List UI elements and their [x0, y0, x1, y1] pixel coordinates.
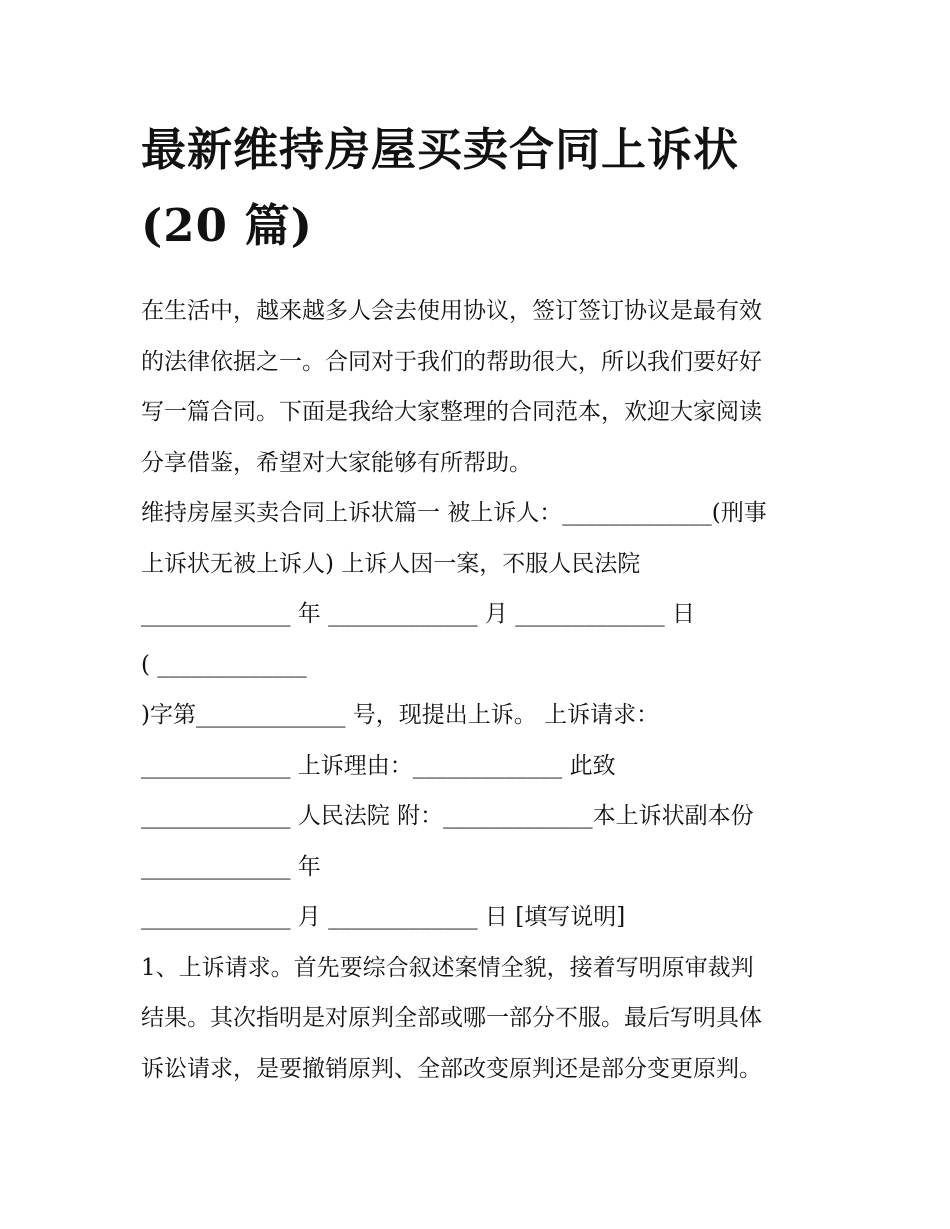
body-line: _____________ 月 _____________ 日 [填写说明] [141, 904, 626, 930]
body-line: 写一篇合同。下面是我给大家整理的合同范本，欢迎大家阅读 [141, 399, 762, 425]
body-line: ( _____________ [141, 651, 307, 678]
body-line: 上诉状无被上诉人) 上诉人因一案，不服人民法院 [141, 550, 641, 577]
document-body [141, 286, 821, 1094]
body-line: 的法律依据之一。合同对于我们的帮助很大，所以我们要好好 [141, 348, 762, 375]
body-line: 结果。其次指明是对原判全部或哪一部分不服。最后写明具体 [141, 1005, 762, 1031]
body-line: 在生活中，越来越多人会去使用协议，签订签订协议是最有效 [141, 298, 762, 324]
body-line: 维持房屋买卖合同上诉状篇一 被上诉人：_____________(刑事 [141, 500, 767, 526]
body-line: _____________ 人民法院 附：_____________本上诉状副本份 [141, 803, 754, 829]
document-page [141, 112, 821, 1094]
body-line: )字第_____________ 号，现提出上诉。 上诉请求： [141, 702, 660, 728]
document-title [141, 112, 821, 264]
body-line: 分享借鉴，希望对大家能够有所帮助。 [141, 449, 532, 476]
title-line-2: (20 篇) [141, 199, 313, 252]
body-line: 1、上诉请求。首先要综合叙述案情全貌，接着写明原审裁判 [141, 954, 754, 981]
title-line-1: 最新维持房屋买卖合同上诉状 [141, 123, 740, 176]
body-line: 诉讼请求，是要撤销原判、全部改变原判还是部分变更原判。 [141, 1055, 762, 1082]
body-line: _____________ 年 _____________ 月 _____________ 日 [141, 601, 696, 627]
body-line: _____________ 上诉理由：_____________ 此致 [141, 752, 616, 779]
body-line: _____________ 年 [141, 853, 321, 880]
